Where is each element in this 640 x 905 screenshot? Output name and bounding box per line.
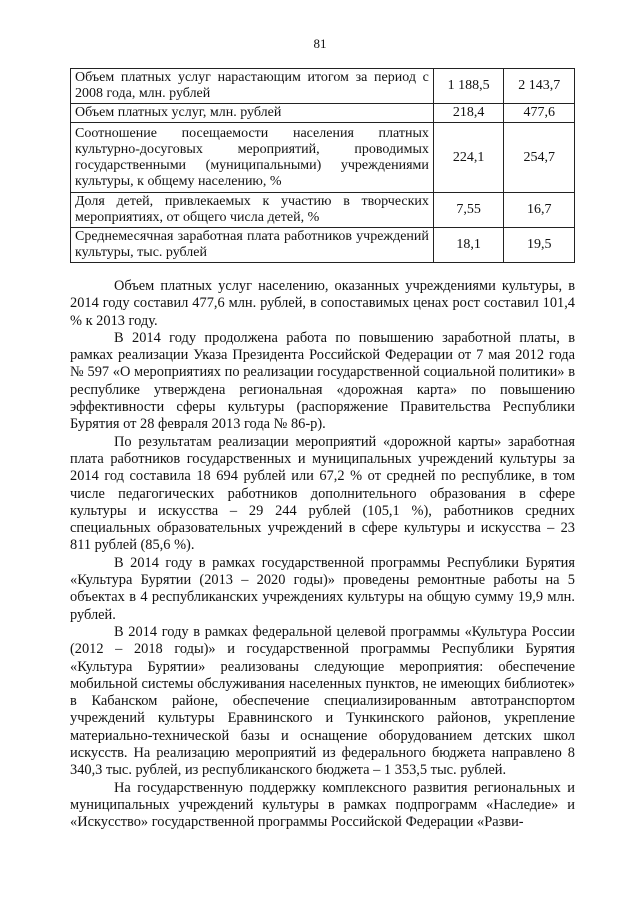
paragraph: На государственную поддержку комплексного развития региональных и муниципальных учреждений культуры в рамках подпрограмм «Наследие» и «Искусство» государственной программы Российской Федерации «Разви-	[70, 779, 575, 831]
table-row	[71, 228, 575, 263]
table-cell-value: 224,1	[433, 123, 504, 193]
table-cell-value: 1 188,5	[433, 69, 504, 104]
table-cell-value: 7,55	[433, 193, 504, 228]
indicators-table	[70, 68, 575, 263]
table-cell-value: 218,4	[433, 104, 504, 123]
paragraph: В 2014 году продолжена работа по повышению заработной платы, в рамках реализации Указа Президента Российской Федерации от 7 мая 2012 года № 597 «О мероприятиях по реализации государственной социальной политики» в республике утверждена региональная «дорожная карта» по повышению эффективности сферы культуры (распоряжение Правительства Республики Бурятия от 28 февраля 2013 года № 86-р).	[70, 329, 575, 433]
paragraph: Объем платных услуг населению, оказанных учреждениями культуры, в 2014 году составил 477,6 млн. рублей, в сопоставимых ценах рост составил 101,4 % к 2013 году.	[70, 278, 575, 329]
table-cell-label: Доля детей, привлекаемых к участию в творческих мероприятиях, от общего числа детей, %	[71, 193, 434, 228]
table-cell-label: Объем платных услуг нарастающим итогом за период с 2008 года, млн. рублей	[71, 69, 434, 104]
table-cell-value: 19,5	[504, 228, 575, 263]
table-cell-value: 18,1	[433, 228, 504, 263]
table-cell-label: Объем платных услуг, млн. рублей	[71, 104, 434, 123]
table-row	[71, 69, 575, 104]
table-cell-label: Соотношение посещаемости населения платных культурно-досуговых мероприятий, проводимых государственными (муниципальными) учреждениями культуры, к общему населению, %	[71, 123, 434, 193]
page-number: 81	[313, 36, 327, 51]
table-cell-value: 16,7	[504, 193, 575, 228]
paragraph: В 2014 году в рамках государственной программы Республики Бурятия «Культура Бурятии (2013 – 2020 годы)» проведены ремонтные работы на 5 объектах в 4 республиканских учреждениях культуры на общую сумму 19,9 млн. рублей.	[70, 554, 575, 623]
table-cell-value: 477,6	[504, 104, 575, 123]
paragraph: В 2014 году в рамках федеральной целевой программы «Культура России (2012 – 2018 годы)» и государственной программы Республики Бурятия «Культура Бурятии» реализованы следующие мероприятия: обеспечение мобильной системы обслуживания населенных пунктов, не имеющих библиотек» в Кабанском районе, обеспечение специализированным автотранспортом учреждений культуры Еравнинского и Тункинского районов, укрепление материально-технической базы и оснащение оборудованием детских школ искусств. На реализацию мероприятий из федерального бюджета направлено 8 340,3 тыс. рублей, из республиканского бюджета – 1 353,5 тыс. рублей.	[70, 623, 575, 779]
table-row	[71, 104, 575, 123]
table-cell-label: Среднемесячная заработная плата работников учреждений культуры, тыс. рублей	[71, 228, 434, 263]
table-row	[71, 123, 575, 193]
table-row	[71, 193, 575, 228]
table-cell-value: 254,7	[504, 123, 575, 193]
paragraph: По результатам реализации мероприятий «дорожной карты» заработная плата работников государственных и муниципальных учреждений культуры за 2014 год составила 18 694 рублей или 67,2 % от средней по республике, в том числе педагогических работников дополнительного образования в сфере культуры и искусства – 29 244 рублей (105,1 %), работников средних специальных образовательных учреждений в сфере культуры и искусства – 23 811 рублей (85,6 %).	[70, 433, 575, 554]
table-cell-value: 2 143,7	[504, 69, 575, 104]
body-text	[70, 278, 575, 832]
